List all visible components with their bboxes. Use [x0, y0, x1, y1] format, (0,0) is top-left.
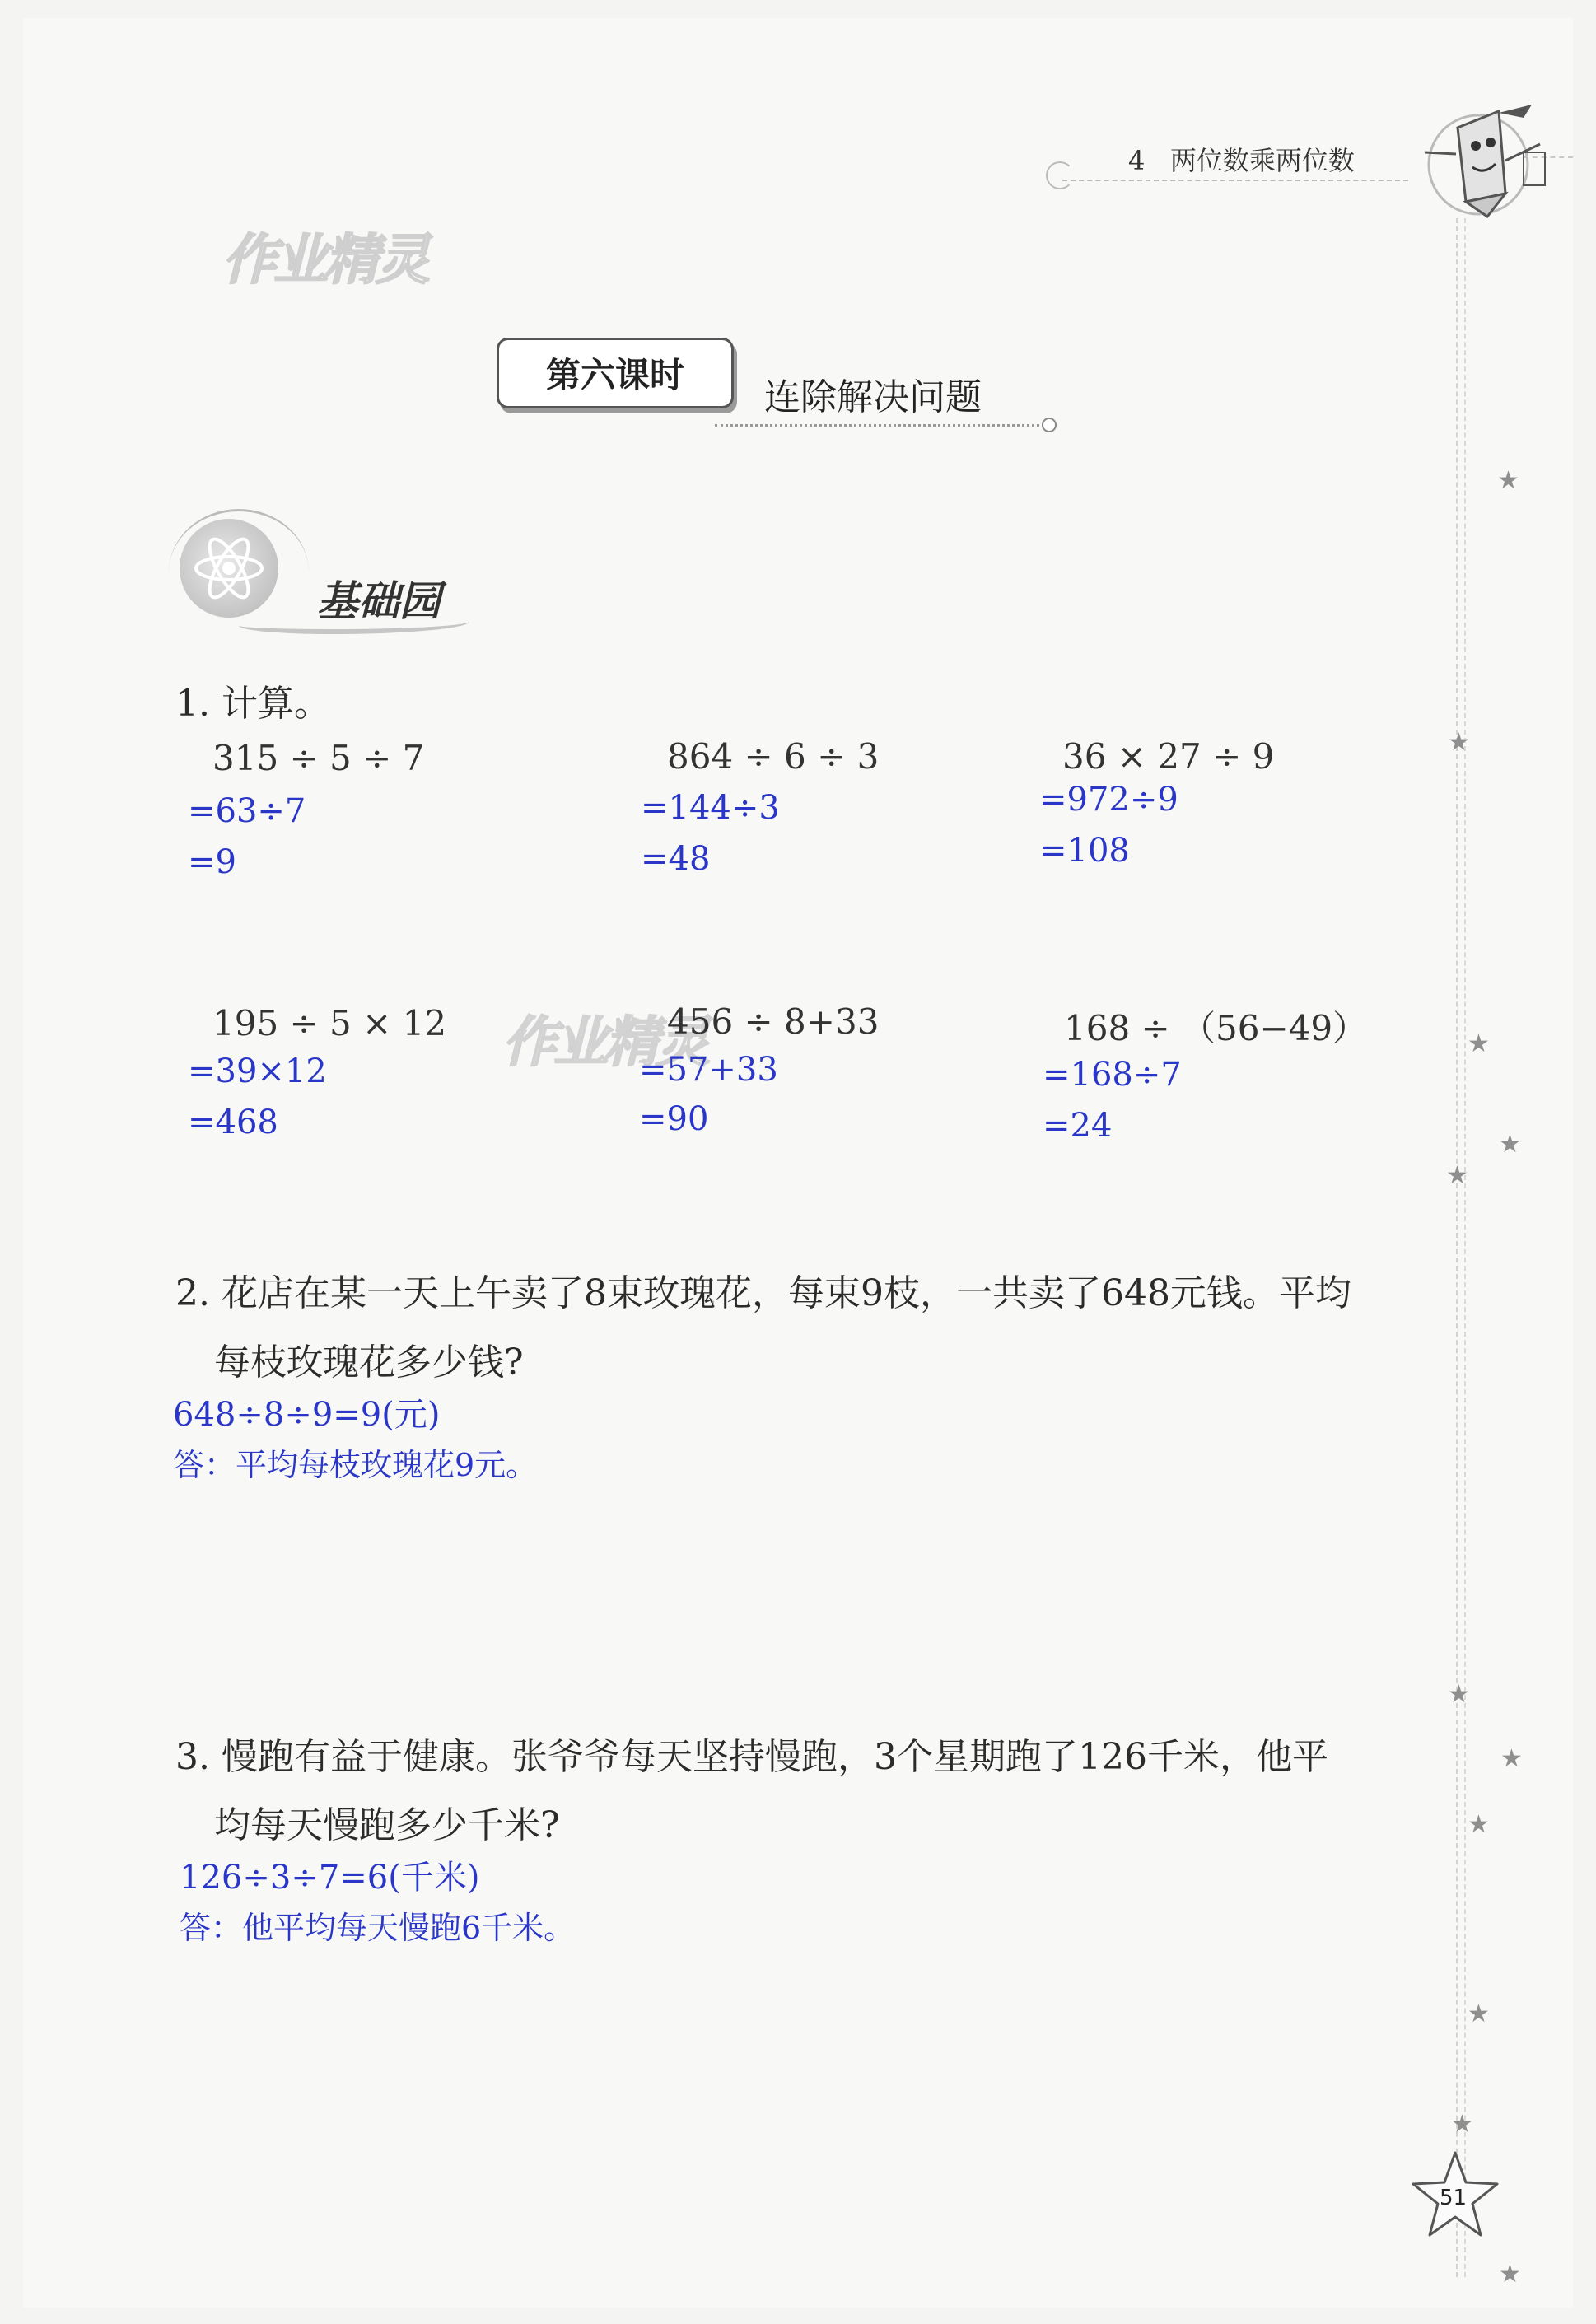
- atom-badge-icon: [180, 519, 278, 618]
- q1-step-3a: =972÷9: [1039, 781, 1178, 819]
- q1-step-3b: =108: [1039, 832, 1130, 870]
- chapter-heading: [1128, 140, 1355, 178]
- q1-step-1b: =9: [188, 843, 236, 881]
- q1-expr-5: 456 ÷ 8+33: [667, 1001, 880, 1042]
- lesson-title: 连除解决问题: [764, 376, 982, 418]
- page: [23, 18, 1573, 2308]
- q1-step-5b: =90: [639, 1100, 709, 1138]
- q2-answer-text: 答：平均每枝玫瑰花9元。: [173, 1447, 538, 1483]
- watermark: 作业精灵: [222, 228, 427, 292]
- star-icon: ★: [1468, 1810, 1490, 1839]
- star-icon: ★: [1468, 2000, 1490, 2028]
- q2-line2: 每枝玫瑰花多少钱?: [214, 1342, 524, 1384]
- star-icon: ★: [1448, 728, 1470, 757]
- q1-step-4b: =468: [188, 1104, 278, 1141]
- star-icon: ★: [1446, 1161, 1468, 1190]
- q1-step-6a: =168÷7: [1043, 1056, 1182, 1094]
- q3-answer-calc: 126÷3÷7=6(千米): [180, 1859, 480, 1897]
- q2-answer-calc: 648÷8÷9=9(元): [173, 1396, 441, 1434]
- q1-step-5a: =57+33: [639, 1051, 778, 1089]
- chapter-title: 两位数乘两位数: [1169, 145, 1355, 176]
- lesson-label: 第六课时: [497, 338, 734, 408]
- q1-prompt: 1. 计算。: [175, 683, 330, 725]
- star-icon: ★: [1448, 1680, 1470, 1709]
- page-number: 51: [1440, 2186, 1468, 2210]
- chapter-number: 4: [1128, 145, 1146, 176]
- q1-step-2b: =48: [641, 840, 711, 878]
- q1-expr-2: 864 ÷ 6 ÷ 3: [667, 736, 880, 777]
- header-swirl: [1046, 161, 1074, 189]
- q3-line2: 均每天慢跑多少千米?: [214, 1804, 560, 1846]
- q1-expr-4: 195 ÷ 5 × 12: [212, 1003, 447, 1043]
- watermark-mid: 作业精灵: [502, 1010, 707, 1074]
- star-icon: ★: [1499, 1130, 1521, 1159]
- q3-answer-text: 答：他平均每天慢跑6千米。: [180, 1910, 576, 1946]
- star-icon: ★: [1500, 1744, 1523, 1773]
- q1-expr-6: 168 ÷ （56−49）: [1064, 1008, 1368, 1048]
- star-icon: ★: [1468, 1029, 1490, 1058]
- lesson-underline: [715, 424, 1044, 427]
- star-icon: ★: [1497, 466, 1519, 495]
- star-icon: ★: [1451, 2110, 1473, 2139]
- star-icon: ★: [1499, 2260, 1521, 2289]
- section-title: 基础园: [317, 576, 441, 625]
- q3-line1: 3. 慢跑有益于健康。张爷爷每天坚持慢跑，3个星期跑了126千米，他平: [175, 1736, 1328, 1778]
- q1-step-4a: =39×12: [188, 1052, 327, 1090]
- q1-step-2a: =144÷3: [641, 789, 780, 827]
- q1-step-6b: =24: [1043, 1107, 1113, 1145]
- lesson-underline-end-icon: [1042, 418, 1057, 432]
- q1-step-1a: =63÷7: [188, 792, 306, 830]
- q1-expr-1: 315 ÷ 5 ÷ 7: [212, 738, 425, 778]
- side-dashed-border: [1456, 218, 1466, 2277]
- pencil-mascot-icon: [1408, 95, 1548, 218]
- header-rule: [1062, 180, 1408, 181]
- q1-expr-3: 36 × 27 ÷ 9: [1062, 736, 1275, 777]
- q2-line1: 2. 花店在某一天上午卖了8束玫瑰花，每束9枝，一共卖了648元钱。平均: [175, 1272, 1351, 1314]
